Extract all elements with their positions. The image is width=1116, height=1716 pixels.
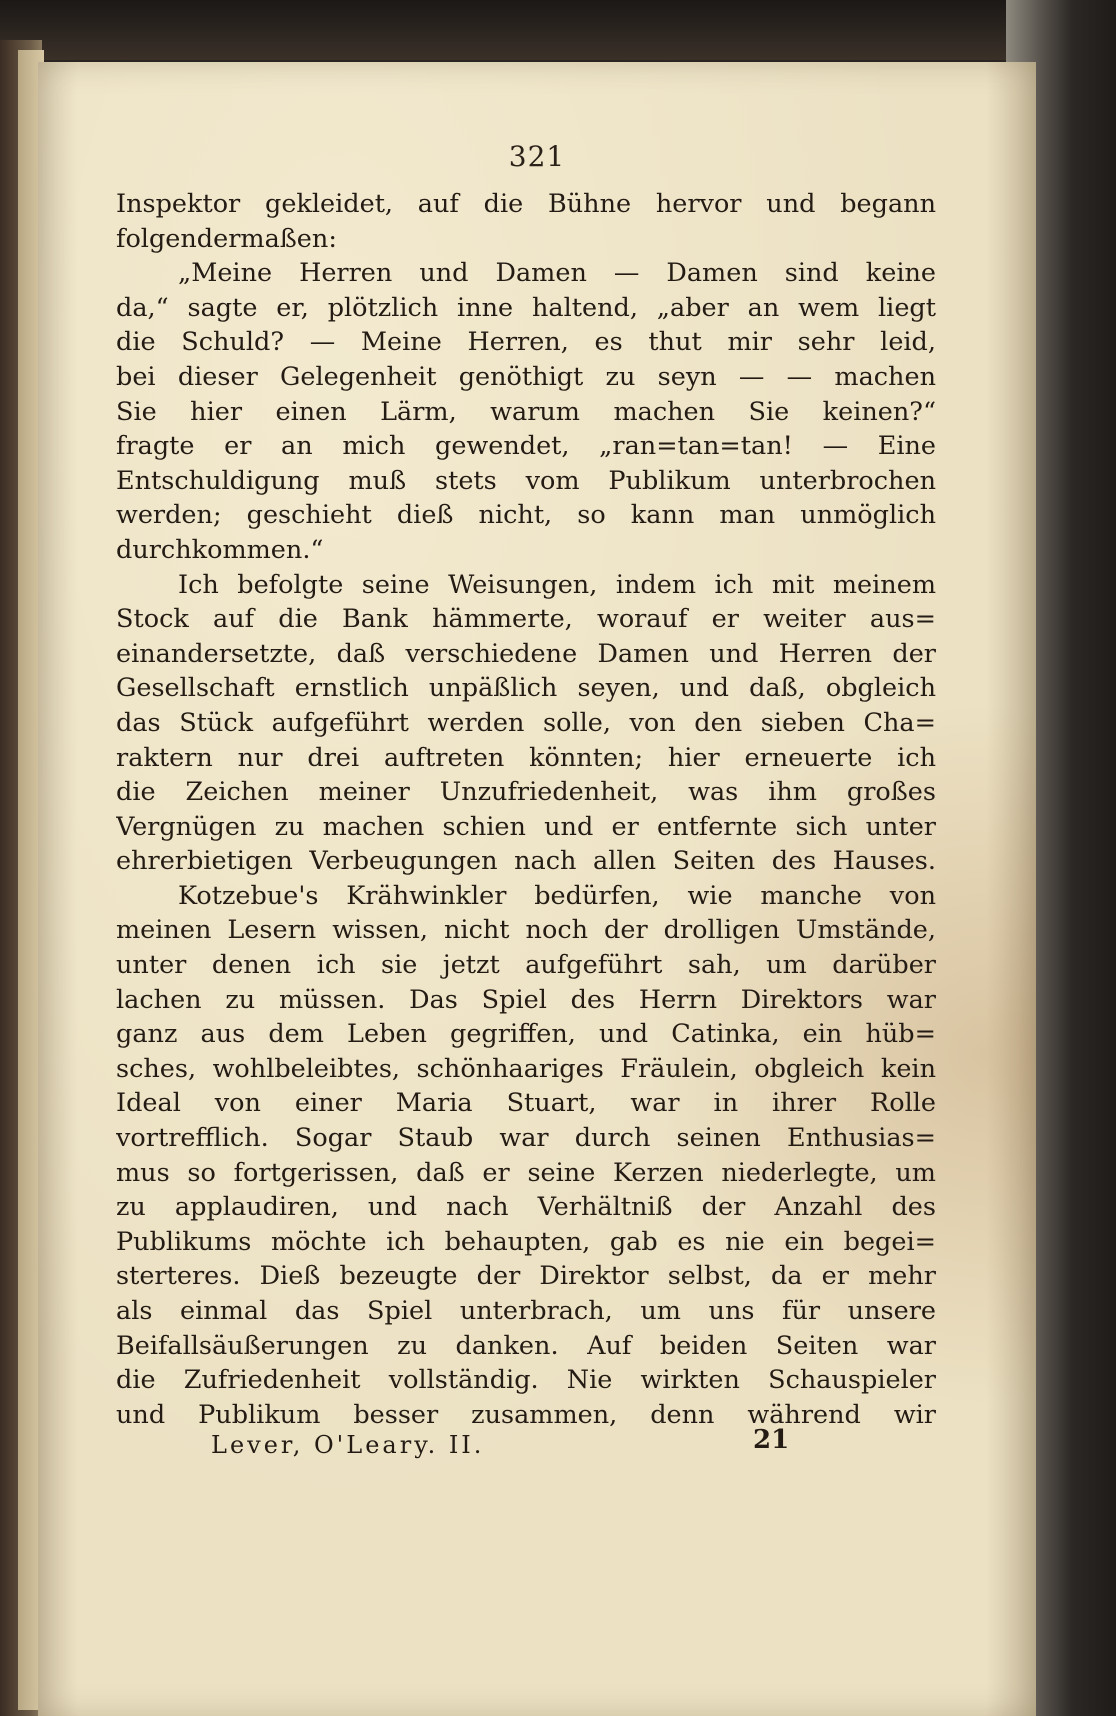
text-line: Ideal von einer Maria Stuart, war in ihrer Rolle (116, 1088, 936, 1119)
text-line: werden; geschieht dieß nicht, so kann man unmöglich (116, 500, 936, 531)
text-line: als einmal das Spiel unterbrach, um uns für unsere (116, 1296, 936, 1326)
text-line: folgendermaßen: (116, 223, 337, 254)
text-line: unter denen ich sie jetzt aufgeführt sah, um darüber (116, 950, 936, 981)
text-line: da,“ sagte er, plötzlich inne haltend, „aber an wem liegt (116, 292, 936, 323)
text-line: die Zeichen meiner Unzufriedenheit, was ihm großes (116, 777, 936, 808)
text-line: das Stück aufgeführt werden solle, von den sieben Cha= (116, 707, 936, 738)
text-line: ganz aus dem Leben gegriffen, und Catinka, ein hüb= (116, 1019, 936, 1050)
body-text (116, 187, 936, 1432)
text-line: sches, wohlbeleibtes, schönhaariges Fräulein, obgleich kein (116, 1053, 936, 1084)
text-line: einandersetzte, daß verschiedene Damen und Herren der (116, 638, 936, 669)
text-line: Ich befolgte seine Weisungen, indem ich mit meinem (178, 569, 936, 600)
text-line: durchkommen.“ (116, 534, 324, 565)
text-line: bei dieser Gelegenheit genöthigt zu seyn — — machen (116, 361, 936, 392)
text-line: Gesellschaft ernstlich unpäßlich seyen, und daß, obgleich (116, 673, 936, 704)
text-line: lachen zu müssen. Das Spiel des Herrn Direktors war (116, 984, 936, 1015)
book-cover-top (0, 0, 1116, 60)
sheet-number: 21 (753, 1425, 790, 1455)
text-line: Beifallsäußerungen zu danken. Auf beiden Seiten war (116, 1330, 936, 1361)
text-line: meinen Lesern wissen, nicht noch der drolligen Umstände, (116, 915, 936, 946)
book-page (38, 62, 1036, 1716)
text-line: und Publikum besser zusammen, denn während wir (116, 1399, 936, 1430)
text-line: die Zufriedenheit vollständig. Nie wirkten Schauspieler (116, 1365, 936, 1396)
text-line: Stock auf die Bank hämmerte, worauf er weiter aus= (116, 604, 936, 635)
text-line: die Schuld? — Meine Herren, es thut mir sehr leid, (116, 327, 936, 358)
page-number: 321 (508, 140, 566, 173)
text-line: Sie hier einen Lärm, warum machen Sie keinen?“ (116, 396, 936, 427)
text-line: vortrefflich. Sogar Staub war durch seinen Enthusias= (116, 1123, 936, 1154)
text-line: ehrerbietigen Verbeugungen nach allen Seiten des Hauses. (116, 846, 936, 877)
text-line: Publikums möchte ich behaupten, gab es nie ein begei= (116, 1226, 936, 1257)
text-line: Inspektor gekleidet, auf die Bühne hervor und begann (116, 189, 936, 219)
text-line: sterteres. Dieß bezeugte der Direktor selbst, da er mehr (116, 1261, 936, 1292)
printer-signature: Lever, O'Leary. II. (211, 1431, 485, 1459)
text-line: Vergnügen zu machen schien und er entfernte sich unter (116, 811, 936, 842)
text-line: Kotzebue's Krähwinkler bedürfen, wie manche von (178, 880, 936, 911)
text-line: Entschuldigung muß stets vom Publikum unterbrochen (116, 465, 936, 496)
page-footer (116, 1425, 936, 1467)
text-line: mus so fortgerissen, daß er seine Kerzen niederlegte, um (116, 1157, 936, 1188)
text-line: zu applaudiren, und nach Verhältniß der Anzahl des (116, 1192, 936, 1223)
text-line: raktern nur drei auftreten könnten; hier erneuerte ich (116, 742, 936, 773)
text-line: „Meine Herren und Damen — Damen sind keine (178, 258, 936, 289)
text-line: fragte er an mich gewendet, „ran=tan=tan! — Eine (116, 431, 936, 462)
